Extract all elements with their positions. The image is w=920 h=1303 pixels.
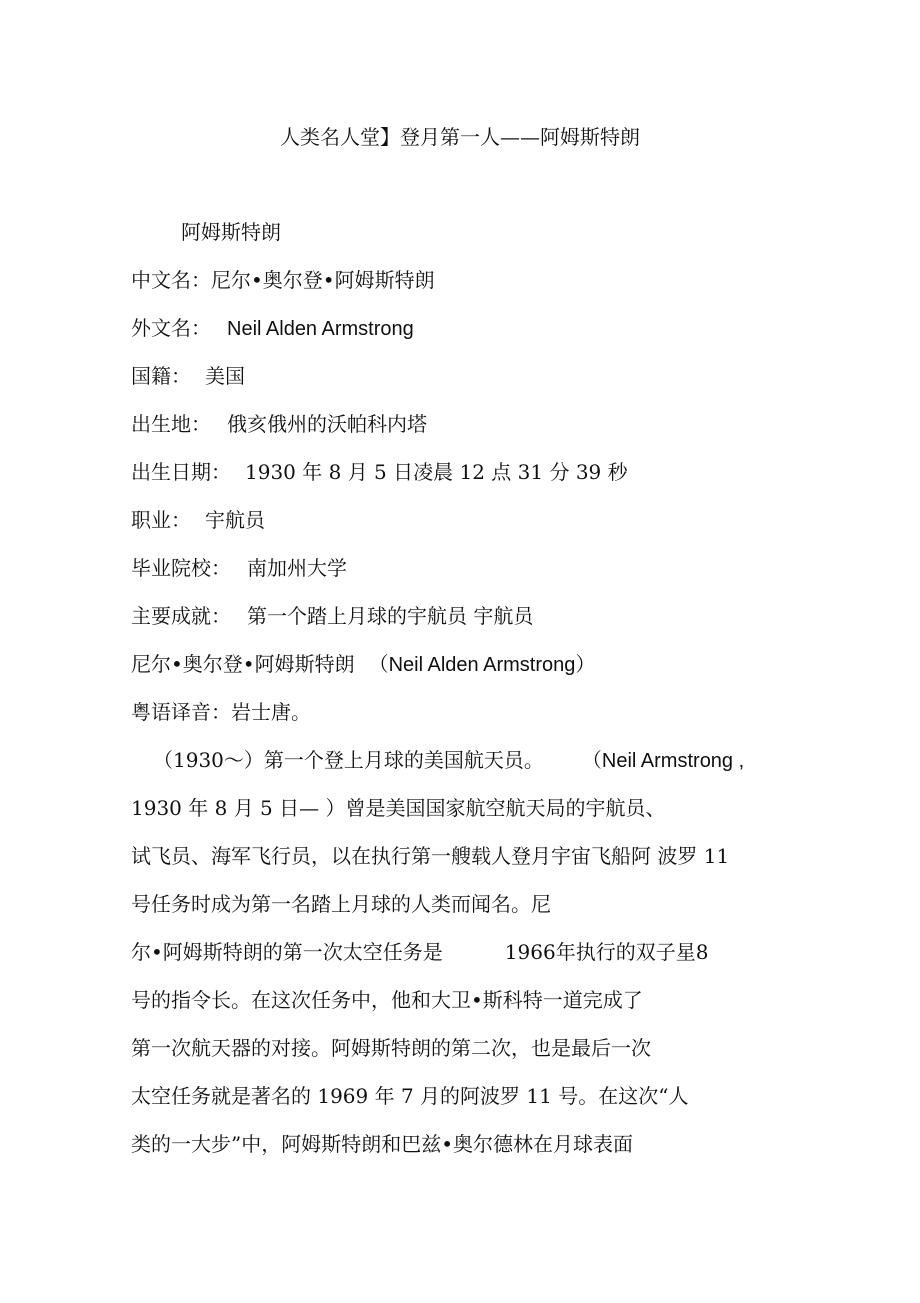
body-text: 1966年执行的双子星8 (504, 940, 709, 964)
cantonese-line: 粤语译音：岩士唐。 (131, 700, 311, 724)
body-line-1 (153, 746, 744, 775)
body-line-3: 试飞员、海军飞行员，以在执行第一艘载人登月宇宙飞船阿 波罗 11 (131, 844, 730, 868)
full-name-line (131, 650, 595, 679)
body-text: （1930～）第一个登上月球的美国航天员。 (153, 748, 544, 772)
info-value: 1930 年 8 月 5 日凌晨 12 点 31 分 39 秒 (245, 460, 628, 484)
info-label: 毕业院校： (131, 556, 231, 580)
info-label: 外文名： (131, 316, 211, 340)
info-row-chinese-name (131, 266, 435, 294)
info-row-achievement (131, 602, 533, 630)
info-label: 主要成就： (131, 604, 231, 628)
full-name-cn: 尼尔•奥尔登•阿姆斯特朗 (131, 652, 355, 676)
info-value: 南加州大学 (247, 556, 347, 580)
body-line-2: 1930 年 8 月 5 日— ）曾是美国国家航空航天局的宇航员、 (131, 796, 666, 820)
info-value: 第一个踏上月球的宇航员 宇航员 (247, 604, 534, 628)
info-value: 俄亥俄州的沃帕科内塔 (227, 412, 427, 436)
info-label: 职业： (131, 508, 191, 532)
body-line-4: 号任务时成为第一名踏上月球的人类而闻名。尼 (131, 892, 551, 916)
info-row-nationality (131, 362, 245, 390)
info-value: Neil Alden Armstrong (227, 318, 414, 340)
info-label: 国籍： (131, 364, 191, 388)
info-label: 出生地： (131, 412, 211, 436)
info-label: 出生日期： (131, 460, 231, 484)
info-row-foreign-name (131, 314, 414, 343)
info-row-birthdate (131, 458, 628, 486)
info-value: 宇航员 (205, 508, 265, 532)
full-name-en: （Neil Alden Armstrong） (368, 654, 596, 676)
info-row-occupation (131, 506, 265, 534)
info-label: 中文名： (131, 268, 211, 292)
info-value: 尼尔•奥尔登•阿姆斯特朗 (211, 268, 435, 292)
body-line-9: 类的一大步”中，阿姆斯特朗和巴兹•奥尔德林在月球表面 (131, 1132, 634, 1156)
body-line-8: 太空任务就是著名的 1969 年 7 月的阿波罗 11 号。在这次“人 (131, 1084, 689, 1108)
body-line-7: 第一次航天器的对接。阿姆斯特朗的第二次，也是最后一次 (131, 1036, 651, 1060)
info-value: 美国 (205, 364, 245, 388)
body-line-5 (131, 938, 708, 966)
body-text: 尔•阿姆斯特朗的第一次太空任务是 (131, 940, 443, 964)
info-row-school (131, 554, 347, 582)
body-line-6: 号的指令长。在这次任务中，他和大卫•斯科特一道完成了 (131, 988, 643, 1012)
document-title: 人类名人堂】登月第一人——阿姆斯特朗 (280, 125, 640, 149)
info-row-birthplace (131, 410, 427, 438)
section-heading: 阿姆斯特朗 (181, 220, 281, 244)
body-text: （Neil Armstrong , (581, 750, 745, 772)
